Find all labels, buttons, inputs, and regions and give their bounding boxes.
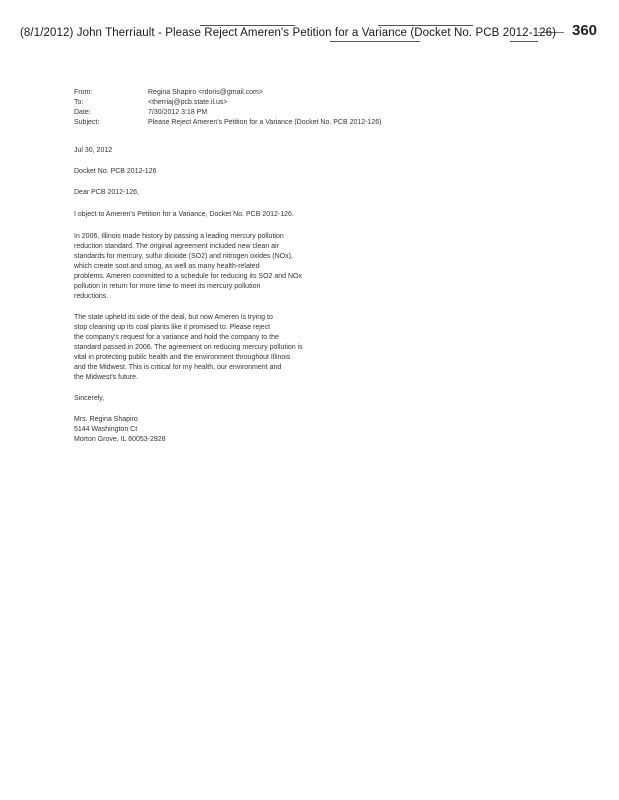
paragraph-line: stop cleaning up its coal plants like it promised to. Please reject	[74, 324, 271, 331]
closing: Sincerely,	[74, 395, 105, 402]
date-row	[74, 108, 382, 118]
document-header-title: (8/1/2012) John Therriault - Please Reject Ameren's Petition for a Variance (Docket No. PCB 2012-126)	[20, 27, 557, 39]
paragraph-history	[74, 232, 344, 302]
from-label: From:	[74, 89, 93, 96]
paragraph-line: problems. Ameren committed to a schedule for reducing its SO2 and NOx	[74, 273, 302, 280]
date-value: 7/30/2012 3:18 PM	[148, 109, 208, 116]
email-body	[74, 146, 344, 445]
email-metadata	[74, 88, 382, 128]
objection-statement: I object to Ameren's Petition for a Variance, Docket No. PCB 2012-126.	[74, 211, 294, 218]
paragraph-line: reductions.	[74, 293, 109, 300]
subject-row	[74, 118, 382, 128]
paragraph-line: the Midwest's future.	[74, 374, 138, 381]
paragraph-request	[74, 313, 344, 383]
letter-date: Jul 30, 2012	[74, 147, 113, 154]
paragraph-line: pollution in return for more time to meet its mercury pollution	[74, 283, 261, 290]
scan-rule	[510, 41, 538, 42]
docket-number: Docket No. PCB 2012-126	[74, 168, 157, 175]
paragraph-line: the company's request for a variance and hold the company to the	[74, 334, 279, 341]
paragraph-line: The state upheld its side of the deal, but now Ameren is trying to	[74, 314, 273, 321]
signature-street: 5144 Washington Ct	[74, 426, 138, 433]
scan-rule	[330, 41, 420, 42]
to-label: To:	[74, 99, 84, 106]
to-row	[74, 98, 382, 108]
from-value: Regina Shapiro <rdoris@gmail.com>	[148, 89, 263, 96]
scan-rule	[378, 25, 473, 26]
salutation: Dear PCB 2012-126,	[74, 189, 139, 196]
signature-block	[74, 415, 344, 445]
scan-rule	[200, 25, 295, 26]
page-number: 360	[572, 22, 598, 39]
paragraph-line: In 2006, Illinois made history by passing a leading mercury pollution	[74, 233, 284, 240]
paragraph-line: and the Midwest. This is critical for my health, our environment and	[74, 364, 282, 371]
paragraph-line: vital in protecting public health and the environment throughout Illinois	[74, 354, 291, 361]
paragraph-line: which create soot and smog, as well as many health-related	[74, 263, 260, 270]
date-label: Date:	[74, 109, 91, 116]
signature-city: Morton Grove, IL 60053-2928	[74, 436, 166, 443]
paragraph-line: standards for mercury, sulfur dioxide (SO2) and nitrogen oxides (NOx),	[74, 253, 293, 260]
subject-label: Subject:	[74, 119, 100, 126]
signature-name: Mrs. Regina Shapiro	[74, 416, 138, 423]
to-value: <therriaj@pcb.state.il.us>	[148, 99, 228, 106]
paragraph-line: reduction standard. The original agreement included new clean air	[74, 243, 279, 250]
paragraph-line: standard passed in 2006. The agreement on reducing mercury pollution is	[74, 344, 303, 351]
subject-value: Please Reject Ameren's Petition for a Variance (Docket No. PCB 2012-126)	[148, 119, 382, 126]
from-row	[74, 88, 382, 98]
